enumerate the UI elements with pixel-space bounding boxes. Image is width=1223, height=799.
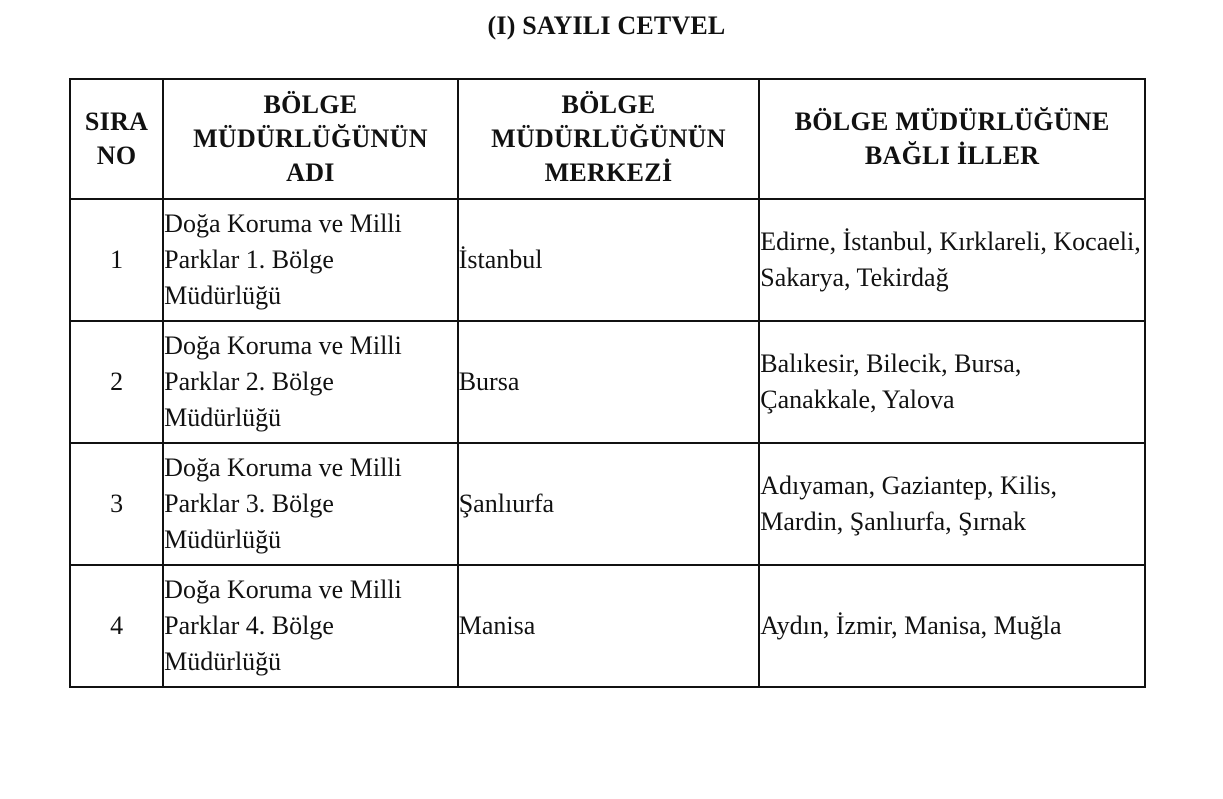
header-sira-no [70, 79, 163, 199]
header-affiliated-provinces [759, 79, 1145, 199]
row-number: 4 [110, 611, 124, 640]
row-number-cell [70, 321, 163, 443]
header-directorate-name-label: BÖLGE MÜDÜRLÜĞÜNÜN ADI [193, 90, 428, 187]
header-affiliated-provinces-label: BÖLGE MÜDÜRLÜĞÜNE BAĞLI İLLER [794, 107, 1110, 170]
row-number: 1 [110, 245, 124, 274]
table-row [70, 443, 1145, 565]
table-row [70, 199, 1145, 321]
affiliated-provinces: Balıkesir, Bilecik, Bursa, Çanakkale, Yalova [760, 349, 1022, 414]
directorate-center-cell [458, 443, 760, 565]
row-number-cell [70, 565, 163, 687]
directorate-name: Doğa Koruma ve Milli Parklar 3. Bölge Müdürlüğü [164, 453, 402, 554]
directorate-center: İstanbul [458, 245, 543, 274]
affiliated-provinces-cell [759, 321, 1145, 443]
directorate-name: Doğa Koruma ve Milli Parklar 1. Bölge Müdürlüğü [164, 209, 402, 310]
directorate-center: Bursa [458, 367, 520, 396]
row-number: 2 [110, 367, 124, 396]
directorate-center-cell [458, 199, 760, 321]
affiliated-provinces-cell [759, 565, 1145, 687]
directorate-name-cell [163, 321, 458, 443]
directorate-name-cell [163, 565, 458, 687]
affiliated-provinces: Adıyaman, Gaziantep, Kilis, Mardin, Şanlıurfa, Şırnak [760, 471, 1058, 536]
table-body [70, 199, 1145, 687]
table-row [70, 565, 1145, 687]
directorate-name: Doğa Koruma ve Milli Parklar 2. Bölge Müdürlüğü [164, 331, 402, 432]
header-directorate-center [458, 79, 760, 199]
directorate-center: Manisa [458, 611, 536, 640]
directorate-name-cell [163, 199, 458, 321]
directorate-name-cell [163, 443, 458, 565]
affiliated-provinces: Edirne, İstanbul, Kırklareli, Kocaeli, Sakarya, Tekirdağ [760, 227, 1141, 292]
directorate-center-cell [458, 565, 760, 687]
table-header-row [70, 79, 1145, 199]
affiliated-provinces-cell [759, 443, 1145, 565]
directorate-center: Şanlıurfa [458, 489, 555, 518]
row-number-cell [70, 199, 163, 321]
header-sira-no-label: SIRA NO [84, 107, 149, 170]
affiliated-provinces-cell [759, 199, 1145, 321]
directorate-center-cell [458, 321, 760, 443]
row-number-cell [70, 443, 163, 565]
header-directorate-center-label: BÖLGE MÜDÜRLÜĞÜNÜN MERKEZİ [491, 90, 726, 187]
row-number: 3 [110, 489, 124, 518]
table-row [70, 321, 1145, 443]
affiliated-provinces: Aydın, İzmir, Manisa, Muğla [760, 611, 1062, 640]
directorate-name: Doğa Koruma ve Milli Parklar 4. Bölge Müdürlüğü [164, 575, 402, 676]
header-directorate-name [163, 79, 458, 199]
document-title: (I) SAYILI CETVEL [487, 11, 726, 40]
regional-directorates-table [69, 78, 1146, 688]
